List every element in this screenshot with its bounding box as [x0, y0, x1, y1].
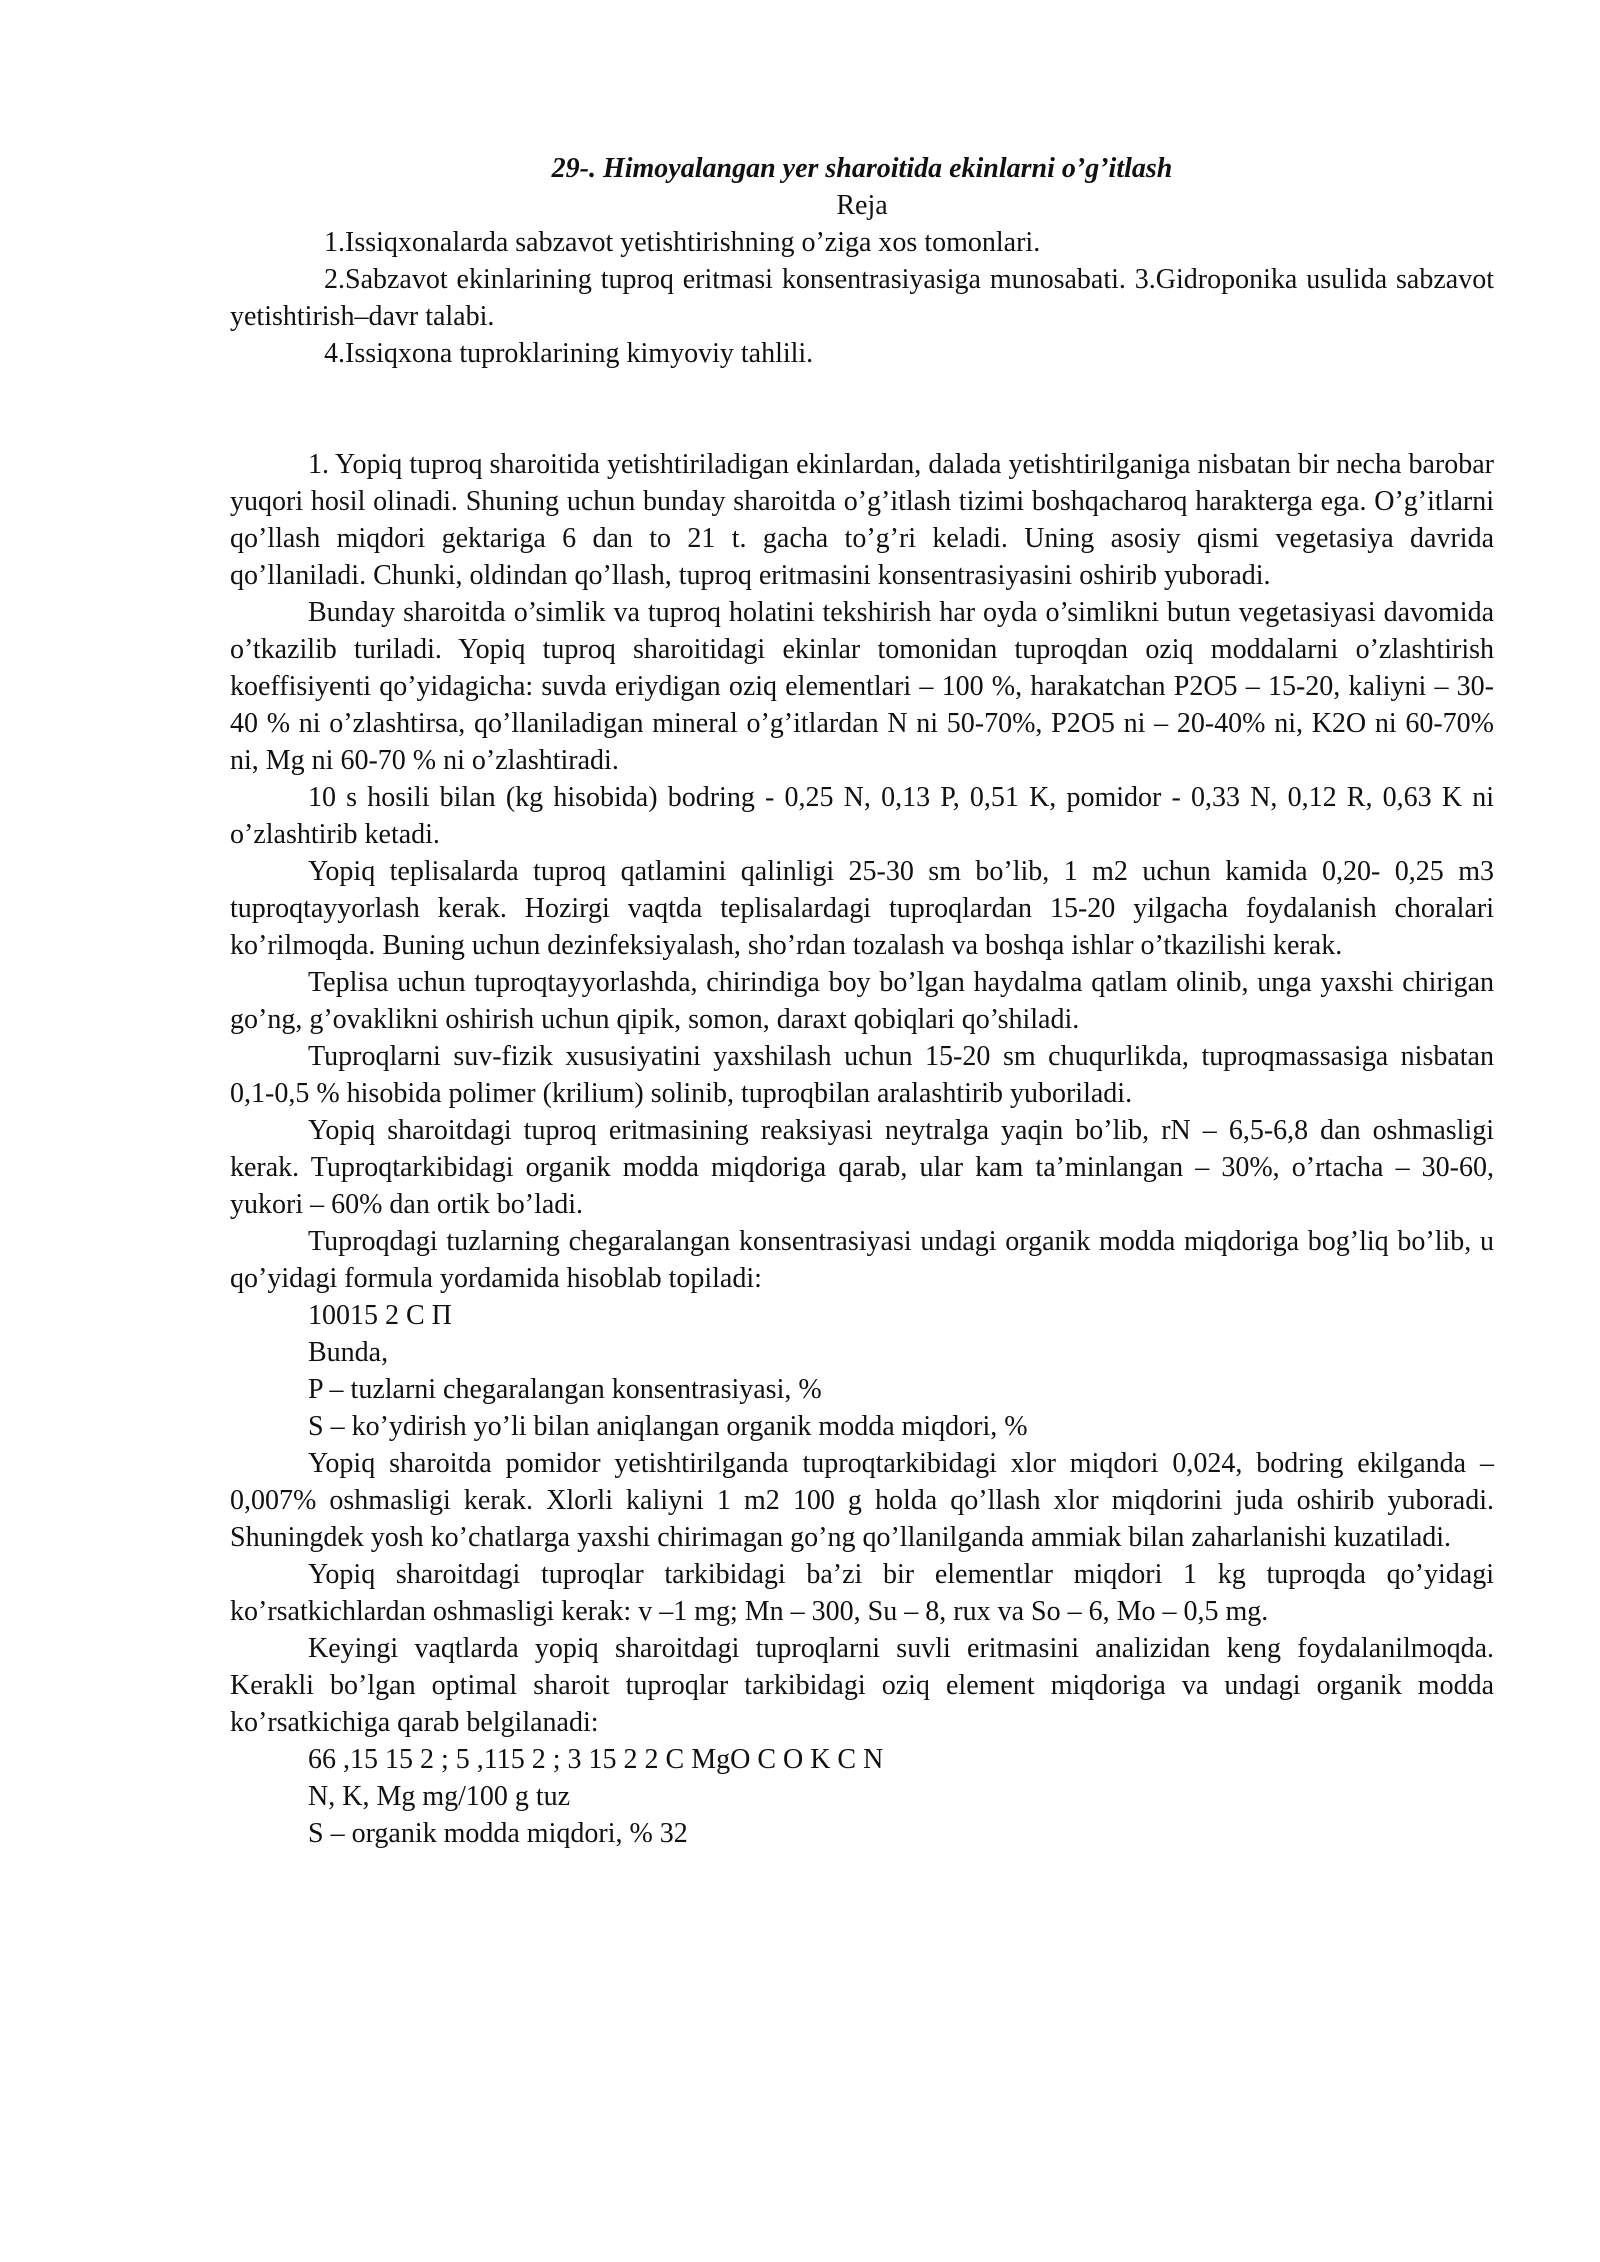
formula-line: Bunda,: [308, 1337, 389, 1368]
paragraph: Yopiq sharoitdagi tuproqlar tarkibidagi ba’zi bir elementlar miqdori 1 kg tuproqda qo’yidagi ko’rsatkichlardan oshmasligi kerak: v –1 mg; Mn – 300, Su – 8, rux va So – 6, Mo – 0,5 mg.: [230, 1559, 1494, 1627]
formula-line: N, K, Mg mg/100 g tuz: [308, 1781, 571, 1812]
formula-line: S – ko’ydirish yo’li bilan aniqlangan organik modda miqdori, %: [308, 1411, 1028, 1442]
plan-item-1: 1.Issiqxonalarda sabzavot yetishtirishning o’ziga xos tomonlari.: [324, 227, 1041, 258]
section-spacer: [230, 372, 1494, 446]
paragraph: Bunday sharoitda o’simlik va tuproq holatini tekshirish har oyda o’simlikni butun vegetasiyasi davomida o’tkazilib turiladi. Yopiq tuproq sharoitidagi ekinlar tomonidan tuproqdan oziq moddalarni o’zlashtirish koeffisiyenti qo’yidagicha: suvda eriydigan oziq elementlari – 100 %, harakatchan P2O5 – 15-20, kaliyni – 30-40 % ni o’zlashtirsa, qo’llaniladigan mineral o’g’itlardan N ni 50-70%, P2O5 ni – 20-40% ni, K2O ni 60-70% ni, Mg ni 60-70 % ni o’zlashtiradi.: [230, 597, 1494, 776]
paragraph: Tuproqlarni suv-fizik xususiyatini yaxshilash uchun 15-20 sm chuqurlikda, tuproqmassasiga nisbatan 0,1-0,5 % hisobida polimer (krilium) solinib, tuproqbilan aralashtirib yuboriladi.: [230, 1041, 1494, 1109]
paragraph: Keyingi vaqtlarda yopiq sharoitdagi tuproqlarni suvli eritmasini analizidan keng foydalanilmoqda. Kerakli bo’lgan optimal sharoit tuproqlar tarkibidagi oziq element miqdoriga va undagi organik modda ko’rsatkichiga qarab belgilanadi:: [230, 1633, 1494, 1738]
formula-line: 10015 2 C П: [308, 1300, 452, 1331]
formula-line: P – tuzlarni chegaralangan konsentrasiyasi, %: [308, 1374, 822, 1405]
paragraph: 10 s hosili bilan (kg hisobida) bodring - 0,25 N, 0,13 P, 0,51 K, pomidor - 0,33 N, 0,12 R, 0,63 K ni o’zlashtirib ketadi.: [230, 782, 1494, 850]
formula-line: 66 ,15 15 2 ; 5 ,115 2 ; 3 15 2 2 C MgO C O K C N: [308, 1744, 884, 1775]
paragraph: Yopiq sharoitda pomidor yetishtirilganda tuproqtarkibidagi xlor miqdori 0,024, bodring ekilganda – 0,007% oshmasligi kerak. Xlorli kaliyni 1 m2 100 g holda qo’llash xlor miqdorini juda oshirib yuboradi. Shuningdek yosh ko’chatlarga yaxshi chirimagan go’ng qo’llanilganda ammiak bilan zaharlanishi kuzatiladi.: [230, 1448, 1494, 1553]
paragraph: Yopiq teplisalarda tuproq qatlamini qalinligi 25-30 sm bo’lib, 1 m2 uchun kamida 0,20- 0,25 m3 tuproqtayyorlash kerak. Hozirgi vaqtda teplisalardagi tuproqlardan 15-20 yilgacha foydalanish choralari ko’rilmoqda. Buning uchun dezinfeksiyalash, sho’rdan tozalash va boshqa ishlar o’tkazilishi kerak.: [230, 856, 1494, 961]
document-title: 29-. Himoyalangan yer sharoitida ekinlarni o’g’itlash: [551, 153, 1173, 184]
paragraph: 1. Yopiq tuproq sharoitida yetishtiriladigan ekinlardan, dalada yetishtirilganiga nisbatan bir necha barobar yuqori hosil olinadi. Shuning uchun bunday sharoitda o’g’itlash tizimi boshqacharoq harakterga ega. O’g’itlarni qo’llash miqdori gektariga 6 dan to 21 t. gacha to’g’ri keladi. Uning asosiy qismi vegetasiya davrida qo’llaniladi. Chunki, oldindan qo’llash, tuproq eritmasini konsentrasiyasini oshirib yuboradi.: [230, 449, 1494, 591]
paragraph: Yopiq sharoitdagi tuproq eritmasining reaksiyasi neytralga yaqin bo’lib, rN – 6,5-6,8 dan oshmasligi kerak. Tuproqtarkibidagi organik modda miqdoriga qarab, ular kam ta’minlangan – 30%, o’rtacha – 30-60, yukori – 60% dan ortik bo’ladi.: [230, 1115, 1494, 1220]
document-page: [230, 150, 1494, 1852]
plan-item-2: 2.Sabzavot ekinlarining tuproq eritmasi konsentrasiyasiga munosabati. 3.Gidroponika usulida sabzavot yetishtirish–davr talabi.: [230, 264, 1494, 332]
paragraph: Tuproqdagi tuzlarning chegaralangan konsentrasiyasi undagi organik modda miqdoriga bog’liq bo’lib, u qo’yidagi formula yordamida hisoblab topiladi:: [230, 1226, 1494, 1294]
plan-item-4: 4.Issiqxona tuproklarining kimyoviy tahlili.: [324, 338, 814, 369]
paragraph: Teplisa uchun tuproqtayyorlashda, chirindiga boy bo’lgan haydalma qatlam olinib, unga yaxshi chirigan go’ng, g’ovaklikni oshirish uchun qipik, somon, daraxt qobiqlari qo’shiladi.: [230, 967, 1494, 1035]
formula-line: S – organik modda miqdori, % 32: [308, 1818, 688, 1849]
plan-heading: Reja: [836, 190, 888, 221]
